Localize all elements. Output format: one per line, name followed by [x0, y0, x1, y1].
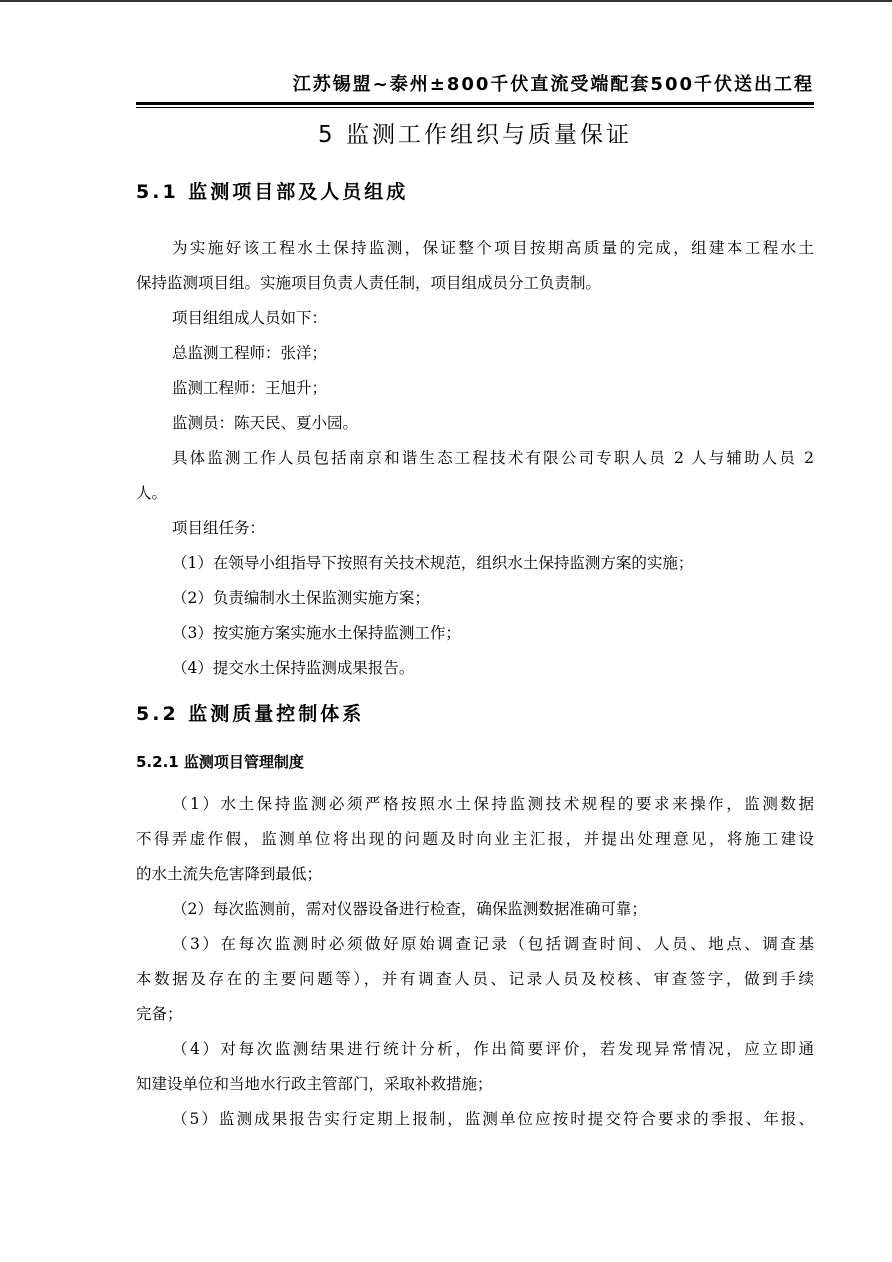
paragraph-line: 具体监测工作人员包括南京和谐生态工程技术有限公司专职人员 2 人与辅助人员 2 [172, 449, 814, 467]
paragraph-line: 监测员：陈天民、夏小园。 [172, 414, 359, 432]
paragraph-line: 人。 [136, 484, 168, 502]
paragraph-line: 的水土流失危害降到最低； [136, 865, 323, 883]
header-rule-thin [136, 107, 814, 108]
list-item: （2）负责编制水土保监测实施方案； [172, 589, 430, 607]
list-item: （3）按实施方案实施水土保持监测工作； [172, 624, 461, 642]
paragraph-line: 项目组组成人员如下： [172, 309, 328, 327]
chapter-title: 5 监测工作组织与质量保证 [318, 122, 632, 148]
list-item: （1）在领导小组指导下按照有关技术规范，组织水土保持监测方案的实施； [172, 554, 694, 572]
paragraph-line: （5）监测成果报告实行定期上报制，监测单位应按时提交符合要求的季报、年报、 [172, 1110, 814, 1128]
paragraph-line: 为实施好该工程水土保持监测，保证整个项目按期高质量的完成，组建本工程水土 [172, 239, 814, 257]
paragraph-line: （1）水土保持监测必须严格按照水土保持监测技术规程的要求来操作，监测数据 [172, 795, 814, 813]
running-header: 江苏锡盟~泰州±800千伏直流受端配套500千伏送出工程 [292, 74, 814, 95]
paragraph-line: （3）在每次监测时必须做好原始调查记录（包括调查时间、人员、地点、调查基 [172, 935, 814, 953]
paragraph-line: （4）对每次监测结果进行统计分析，作出简要评价，若发现异常情况，应立即通 [172, 1040, 814, 1058]
paragraph-line: 不得弄虚作假，监测单位将出现的问题及时向业主汇报，并提出处理意见，将施工建设 [136, 830, 814, 848]
paragraph-line: （2）每次监测前，需对仪器设备进行检查，确保监测数据准确可靠； [172, 900, 647, 918]
page-top-border [0, 0, 892, 2]
subsection-heading-5-2-1: 5.2.1 监测项目管理制度 [136, 753, 304, 771]
list-item: （4）提交水土保持监测成果报告。 [172, 659, 415, 677]
section-heading-5-1: 5.1 监测项目部及人员组成 [136, 181, 409, 203]
paragraph-line: 项目组任务： [172, 519, 266, 537]
paragraph-line: 知建设单位和当地水行政主管部门，采取补救措施； [136, 1075, 493, 1093]
paragraph-line: 保持监测项目组。实施项目负责人责任制，项目组成员分工负责制。 [136, 274, 602, 292]
paragraph-line: 完备； [136, 1005, 183, 1023]
paragraph-line: 监测工程师：王旭升； [172, 379, 328, 397]
section-heading-5-2: 5.2 监测质量控制体系 [136, 703, 365, 725]
paragraph-line: 总监测工程师：张洋； [172, 344, 328, 362]
paragraph-line: 本数据及存在的主要问题等），并有调查人员、记录人员及校核、审查签字，做到手续 [136, 970, 814, 988]
header-rule-thick [136, 102, 814, 105]
